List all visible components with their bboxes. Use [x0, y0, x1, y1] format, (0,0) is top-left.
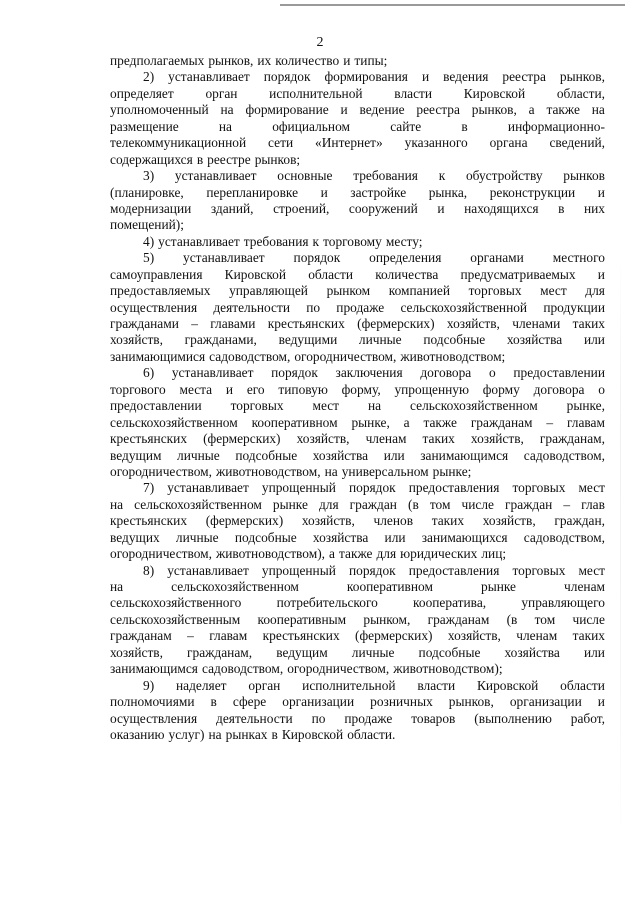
text-line: предполагаемых рынков, их количество и типы; — [110, 53, 388, 68]
text-line: сельскохозяйственным кооперативным рынком, гражданам (в том числе — [110, 611, 605, 627]
text-line: гражданами – главами крестьянских (фермерских) хозяйств, членами таких — [110, 316, 605, 331]
text-line: занимающимся садоводством, огородничеством, животноводством); — [110, 661, 503, 677]
text-line: 6) устанавливает порядок заключения договора о предоставлении — [143, 365, 605, 381]
text-line: осуществления деятельности по продаже товаров (выполнению работ, — [110, 710, 605, 726]
text-line: крестьянских (фермерских) хозяйств, членов таких хозяйств, граждан, — [110, 513, 605, 529]
text-line: огородничеством, животноводством, на универсальном рынке; — [110, 463, 472, 479]
text-line: ведущим личные подсобные хозяйства или занимающимся садоводством, — [110, 447, 605, 463]
text-line: полномочиями в сфере организации розничных рынков, организации и — [110, 694, 605, 710]
text-line: 4) устанавливает требования к торговому месту; — [143, 233, 423, 249]
text-line: 2) устанавливает порядок формирования и ведения реестра рынков, — [143, 69, 605, 85]
text-line: 7) устанавливает упрощенный порядок предоставления торговых мест — [143, 480, 605, 496]
scan-artifact — [620, 250, 621, 850]
top-border-line — [280, 4, 625, 6]
text-line: самоуправления Кировской области количества предусматриваемых и — [110, 266, 605, 282]
text-line: крестьянских (фермерских) хозяйств, членам таких хозяйств, гражданам, — [110, 431, 605, 447]
text-line: 3) устанавливает основные требования к обустройству рынков — [143, 168, 605, 184]
page-number: 2 — [316, 35, 324, 50]
text-line: занимающимися садоводством, огородничеством, животноводством; — [110, 348, 506, 364]
text-line: 5) устанавливает порядок определения органами местного — [143, 250, 605, 266]
text-line: определяет орган исполнительной власти Кировской области, — [110, 85, 605, 101]
text-line: помещений); — [110, 217, 184, 233]
text-line: хозяйств, гражданами, ведущими личные подсобные хозяйства или — [110, 332, 605, 348]
text-line: телекоммуникационной сети «Интернет» указанного органа сведений, — [110, 135, 605, 151]
text-line: на сельскохозяйственном рынке для граждан (в том числе граждан – глав — [110, 496, 605, 512]
text-line: модернизации зданий, строений, сооружений и находящихся в них — [110, 200, 605, 216]
text-line: гражданам – главам крестьянских (фермерских) хозяйств, членам таких — [110, 628, 605, 644]
text-line: сельскохозяйственном кооперативном рынке, а также гражданам – главам — [110, 414, 605, 430]
text-line: хозяйств, гражданам, ведущим личные подсобные хозяйства или — [110, 644, 605, 660]
text-line: содержащихся в реестре рынков; — [110, 151, 301, 167]
text-line: оказанию услуг) на рынках в Кировской области. — [110, 726, 396, 742]
text-line: предоставляемых управляющей рынком компанией торговых мест для — [110, 283, 605, 299]
text-line: предоставлении торговых мест на сельскохозяйственном рынке, — [110, 398, 605, 414]
text-line: уполномоченный на формирование и ведение реестра рынков, а также на — [110, 102, 605, 118]
text-line: размещение на официальном сайте в информационно- — [110, 118, 605, 134]
text-line: на сельскохозяйственном кооперативном рынке членам — [110, 579, 605, 594]
text-line: (планировке, перепланировке и застройке рынка, реконструкции и — [110, 184, 605, 200]
document-body — [110, 53, 605, 743]
text-line: торгового места и его типовую форму, упрощенную форму договора о — [110, 381, 605, 397]
text-line: сельскохозяйственного потребительского кооператива, управляющего — [110, 595, 605, 611]
text-line: 9) наделяет орган исполнительной власти Кировской области — [143, 677, 605, 693]
text-line: осуществления деятельности по продаже сельскохозяйственной продукции — [110, 299, 605, 315]
text-line: ведущих личные подсобные хозяйства или занимающихся садоводством, — [110, 529, 605, 545]
text-line: огородничеством, животноводством), а также для юридических лиц; — [110, 546, 507, 562]
text-line: 8) устанавливает упрощенный порядок предоставления торговых мест — [143, 562, 605, 578]
